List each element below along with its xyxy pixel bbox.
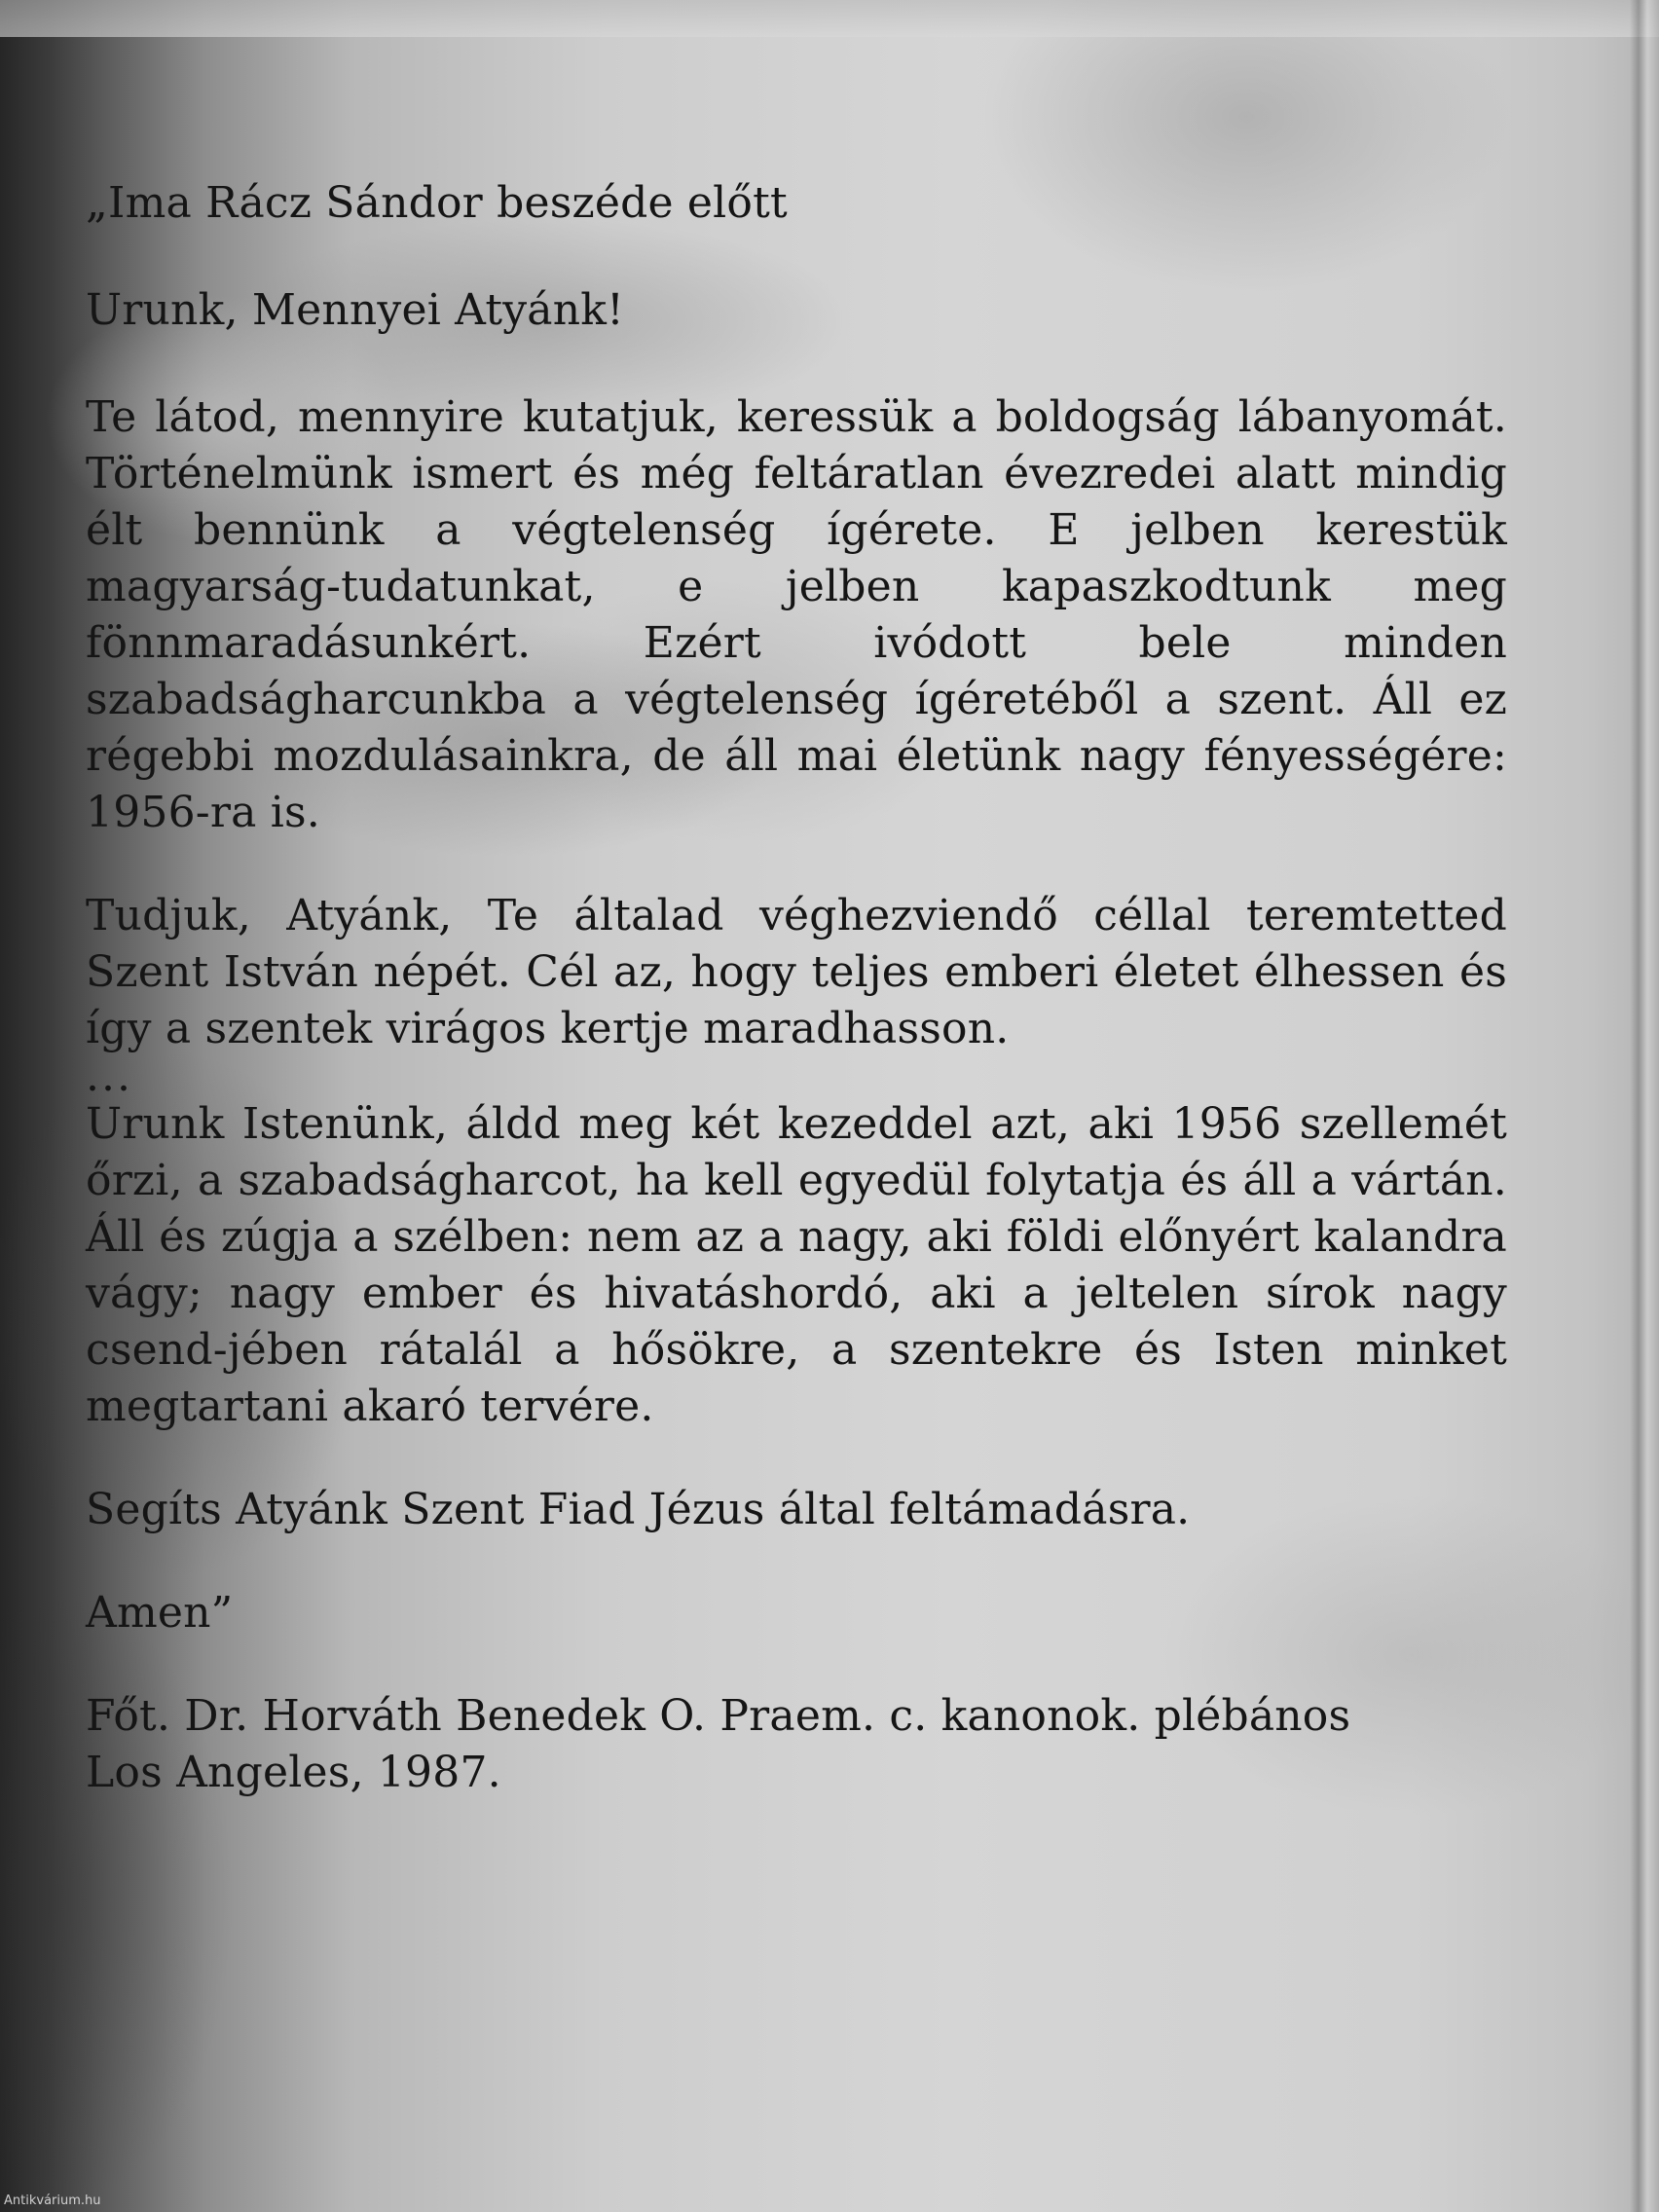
prayer-text <box>86 175 1507 1801</box>
prayer-paragraph-1: Te látod, mennyire kutatjuk, keressük a boldogság lábanyomát. Történelmünk ismert és még feltáratlan évezredei alatt mindig élt bennünk a végtelenség ígérete. E jelben kerestük magyarság-tudatunkat, e jelben kapaszkodtunk meg fönnmaradásunkért. Ezért ivódott bele minden szabadságharcunkba a végtelenség ígéretéből a szent. Áll ez régebbi mozdulásainkra, de áll mai életünk nagy fényességére: 1956-ra is. <box>86 392 1507 837</box>
prayer-amen: Amen” <box>86 1588 234 1638</box>
prayer-heading: „Ima Rácz Sándor beszéde előtt <box>86 178 788 228</box>
page-top-strip <box>0 0 1659 37</box>
page-right-edge <box>1630 0 1659 2212</box>
signature-place-date: Los Angeles, 1987. <box>86 1748 501 1797</box>
signature-name: Főt. Dr. Horváth Benedek O. Praem. c. kanonok. plébános <box>86 1691 1351 1741</box>
prayer-paragraph-2: Tudjuk, Atyánk, Te általad véghezviendő céllal teremtetted Szent István népét. Cél az, hogy teljes emberi életet élhessen és így a szentek virágos kertje maradhasson. <box>86 891 1507 1053</box>
prayer-salutation: Urunk, Mennyei Atyánk! <box>86 285 625 335</box>
prayer-paragraph-3: Urunk Istenünk, áldd meg két kezeddel azt, aki 1956 szellemét őrzi, a szabadságharcot, ha kell egyedül folytatja és áll a vártán. Áll és zúgja a szélben: nem az a nagy, aki földi előnyért kalandra vágy; nagy ember és hivatáshordó, aki a jeltelen sírok nagy csend-jében rátalál a hősökre, a szentekre és Isten minket megtartani akaró tervére. <box>86 1099 1507 1431</box>
ellipsis: ... <box>86 1051 132 1101</box>
watermark: Antikvárium.hu <box>4 2194 101 2208</box>
prayer-closing-line: Segíts Atyánk Szent Fiad Jézus által feltámadásra. <box>86 1485 1191 1534</box>
